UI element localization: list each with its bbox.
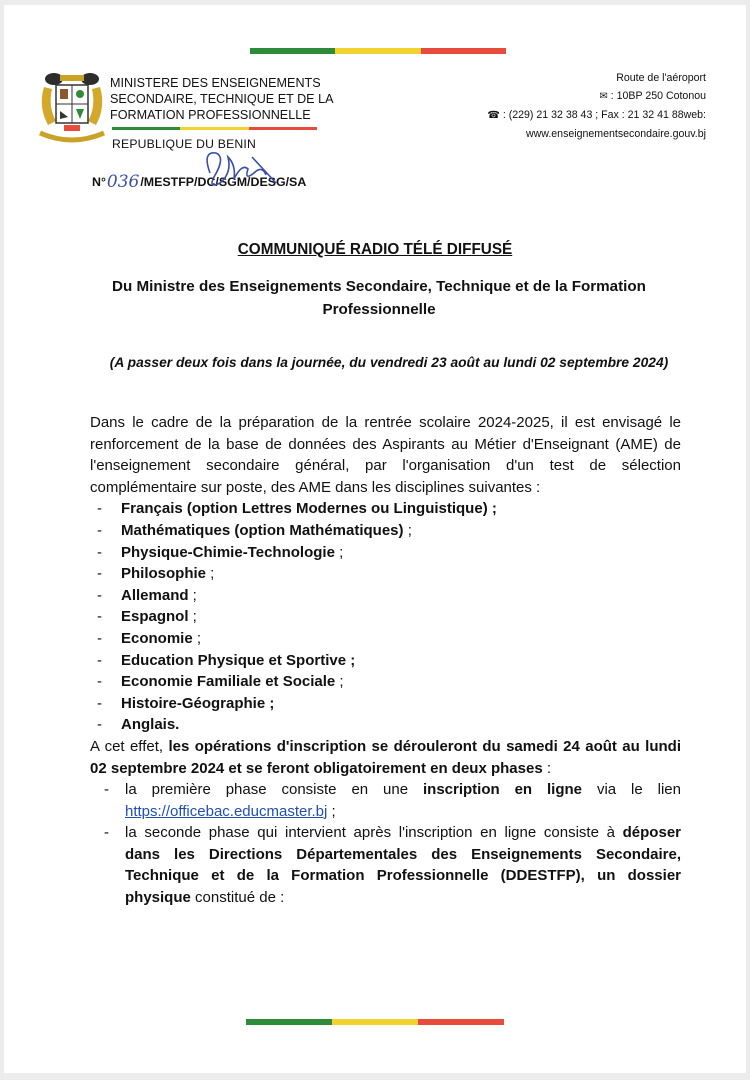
contact-address (487, 69, 706, 143)
ministry-line-3: FORMATION PROFESSIONNELLE (110, 108, 311, 122)
ref-prefix: N° (92, 175, 106, 189)
document-page (4, 5, 746, 1073)
document-title: COMMUNIQUÉ RADIO TÉLÉ DIFFUSÉ (237, 241, 513, 258)
discipline-item: - Economie ; (90, 628, 681, 650)
operations-paragraph: A cet effet, les opérations d'inscription se dérouleront du samedi 24 août au lundi 02 septembre 2024 et se feront obligatoirement en deux phases : (90, 737, 681, 777)
phone-icon: ☎ (487, 110, 500, 121)
discipline-item: - Espagnol ; (90, 606, 681, 628)
header-flag-rule (112, 127, 317, 130)
document-subtitle: Du Ministre des Enseignements Secondaire, Technique et de la Formation Professionnelle (112, 278, 646, 318)
registration-link[interactable]: https://officebac.educmaster.bj (125, 802, 328, 820)
discipline-item: - Philosophie ; (90, 563, 681, 585)
document-body (90, 412, 681, 909)
flag-red (421, 48, 506, 54)
address-line-2: : 10BP 250 Cotonou (610, 90, 706, 102)
address-line-3: : (229) 21 32 38 43 ; Fax : 21 32 41 88web: (502, 109, 706, 121)
address-line-4: www.enseignementsecondaire.gouv.bj (525, 128, 706, 140)
flag-green (250, 48, 335, 54)
discipline-item: - Français (option Lettres Modernes ou Linguistique) ; (90, 498, 681, 520)
discipline-item: - Histoire-Géographie ; (90, 693, 681, 715)
phases-list (90, 779, 681, 909)
flag-stripe-bottom (246, 1019, 504, 1025)
ref-number: 036 (106, 172, 140, 192)
coat-of-arms-emblem (34, 67, 110, 147)
ministry-line-1: MINISTERE DES ENSEIGNEMENTS (110, 76, 321, 90)
republic-name: REPUBLIQUE DU BENIN (112, 137, 256, 151)
discipline-item: - Education Physique et Sportive ; (90, 650, 681, 672)
discipline-item: - Mathématiques (option Mathématiques) ; (90, 520, 681, 542)
discipline-item: - Physique-Chimie-Technologie ; (90, 542, 681, 564)
signature (192, 143, 282, 197)
ministry-name (110, 75, 333, 123)
ministry-line-2: SECONDAIRE, TECHNIQUE ET DE LA (110, 92, 334, 106)
flag-yellow (335, 48, 420, 54)
discipline-item: - Allemand ; (90, 585, 681, 607)
broadcast-note: (A passer deux fois dans la journée, du vendredi 23 août au lundi 02 septembre 2024) (109, 355, 669, 370)
phase-2-item: - la seconde phase qui intervient après l'inscription en ligne consiste à déposer dans les Directions Départementales des Enseignements Secondaire, Technique et de la Formation Professionnelle (DDESTFP), un dossier physique constitué de : (90, 822, 681, 908)
intro-paragraph: Dans le cadre de la préparation de la rentrée scolaire 2024-2025, il est envisagé le renforcement de la base de données des Aspirants au Métier d'Enseignant (AME) de l'enseignement secondaire général, par l'organisation d'un test de sélection complémentaire sur poste, des AME dans les disciplines suivantes : (90, 414, 681, 496)
flag-stripe-top (250, 48, 506, 54)
disciplines-list (90, 498, 681, 736)
discipline-item: - Anglais. (90, 714, 681, 736)
discipline-item: - Economie Familiale et Sociale ; (90, 671, 681, 693)
mailbox-icon: ✉ (599, 91, 608, 102)
address-line-1: Route de l'aéroport (616, 72, 706, 84)
phase-1-item: - la première phase consiste en une inscription en ligne via le lien https://officebac.educmaster.bj ; (90, 779, 681, 822)
ref-suffix: /MESTFP/DC/SGM/DESG/SA (140, 175, 307, 189)
